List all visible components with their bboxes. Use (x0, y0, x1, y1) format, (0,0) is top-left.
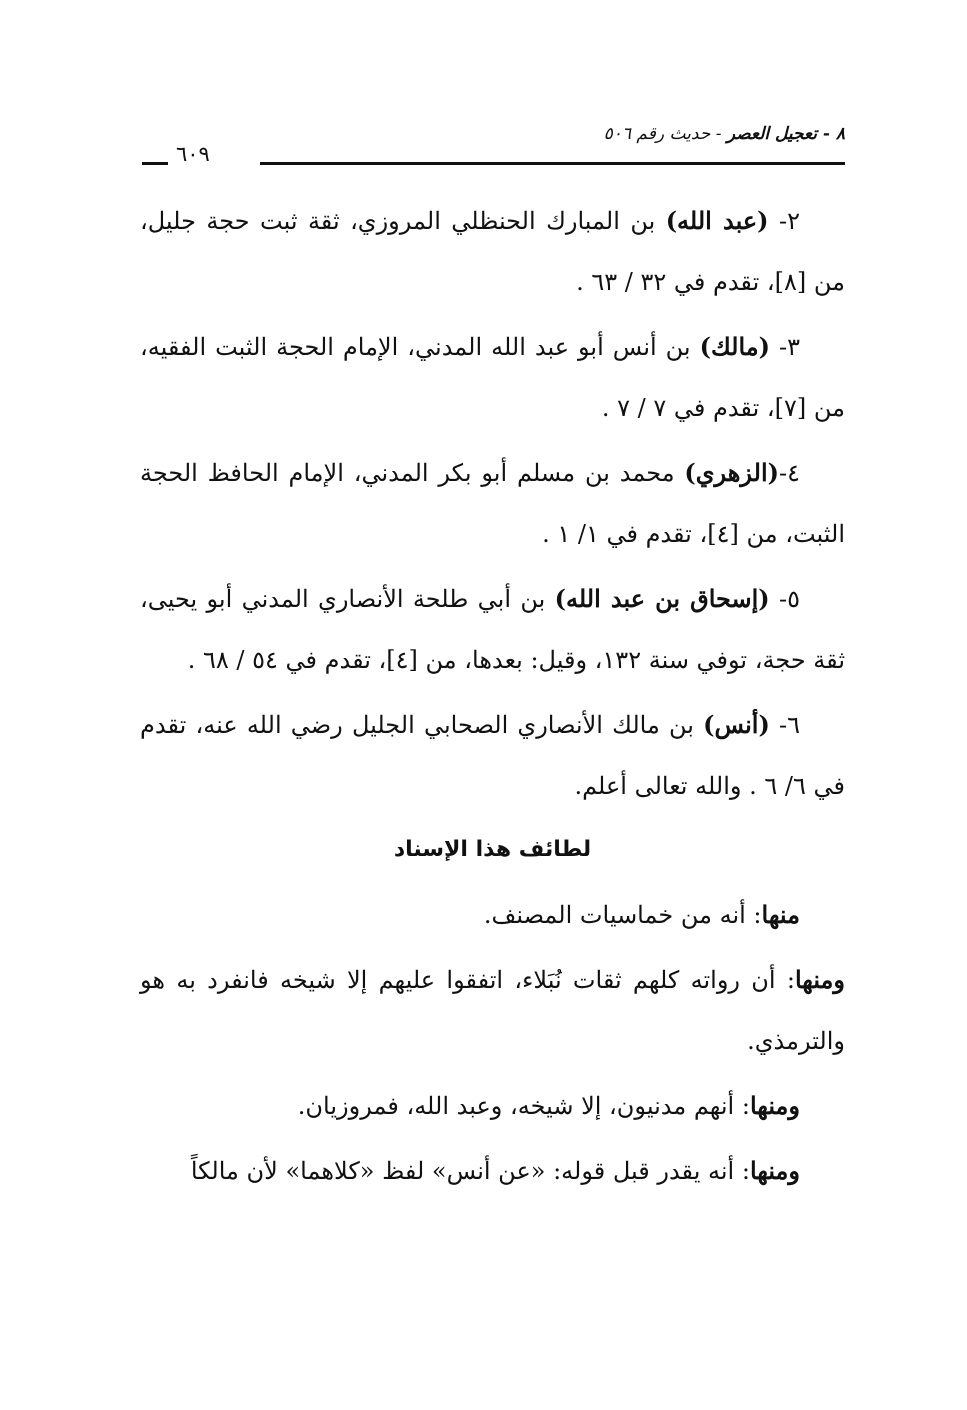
subtlety-point-2 (140, 949, 845, 1072)
narrator-text: بن أنس أبو عبد الله المدني، الإمام الحجة الثبت الفقيه، من [٧]، تقدم في ٧ / ٧ . (140, 333, 845, 422)
title-separator: - (710, 124, 727, 144)
narrator-name: (الزهري) (684, 458, 779, 487)
point-label: ومنها (749, 1091, 800, 1120)
narrator-text: بن المبارك الحنظلي المروزي، ثقة ثبت حجة جليل، من [٨]، تقدم في ٣٢ / ٦٣ . (140, 207, 845, 296)
entry-number: ٣- (770, 333, 800, 361)
header-rule (260, 162, 845, 165)
narrator-name: (إسحاق بن عبد الله) (554, 584, 770, 613)
point-label: منها (761, 900, 800, 929)
narrator-entry-3 (140, 316, 845, 439)
entry-number: ٢- (768, 207, 800, 235)
page-header (140, 120, 845, 176)
narrator-entry-4 (140, 442, 845, 565)
hadith-reference: حديث رقم ٥٠٦ (603, 124, 711, 144)
subtlety-point-1 (140, 884, 845, 946)
page-number-dash (142, 162, 168, 165)
narrator-name: (مالك) (699, 332, 771, 361)
narrator-name: (عبد الله) (665, 206, 769, 235)
entry-number: ٦- (769, 711, 800, 739)
chapter-title: ٨ - تعجيل العصر (726, 124, 845, 144)
point-label: ومنها (794, 965, 845, 994)
point-text: : أنه يقدر قبل قوله: «عن أنس» لفظ «كلاهما» لأن مالكاً (190, 1157, 750, 1185)
running-title (604, 124, 845, 144)
page-number: ٦٠٩ (176, 142, 210, 166)
entry-number: ٥- (769, 585, 800, 613)
point-label: ومنها (749, 1156, 800, 1185)
subtlety-point-4 (140, 1140, 845, 1202)
point-text: : أن رواته كلهم ثقات نُبَلاء، اتفقوا عليهم إلا شيخه فانفرد به هو والترمذي. (140, 966, 845, 1055)
narrator-text: بن أبي طلحة الأنصاري المدني أبو يحيى، ثقة حجة، توفي سنة ١٣٢، وقيل: بعدها، من [٤]، تقدم في ٥٤ / ٦٨ . (140, 585, 845, 674)
subtlety-point-3 (140, 1075, 845, 1137)
point-text: : أنهم مدنيون، إلا شيخه، وعبد الله، فمروزيان. (297, 1092, 750, 1120)
narrator-name: (أنس) (703, 710, 770, 739)
narrator-text: بن مالك الأنصاري الصحابي الجليل رضي الله عنه، تقدم في ٦/ ٦ . والله تعالى أعلم. (140, 711, 845, 800)
page-body (140, 190, 845, 1205)
narrator-entry-5 (140, 568, 845, 691)
narrator-entry-2 (140, 190, 845, 313)
point-text: : أنه من خماسيات المصنف. (483, 901, 762, 929)
narrator-entry-6 (140, 694, 845, 817)
narrator-text: محمد بن مسلم أبو بكر المدني، الإمام الحافظ الحجة الثبت، من [٤]، تقدم في ١/ ١ . (140, 459, 845, 548)
entry-number: ٤- (779, 459, 800, 487)
section-heading: لطائف هذا الإسناد (393, 837, 592, 862)
